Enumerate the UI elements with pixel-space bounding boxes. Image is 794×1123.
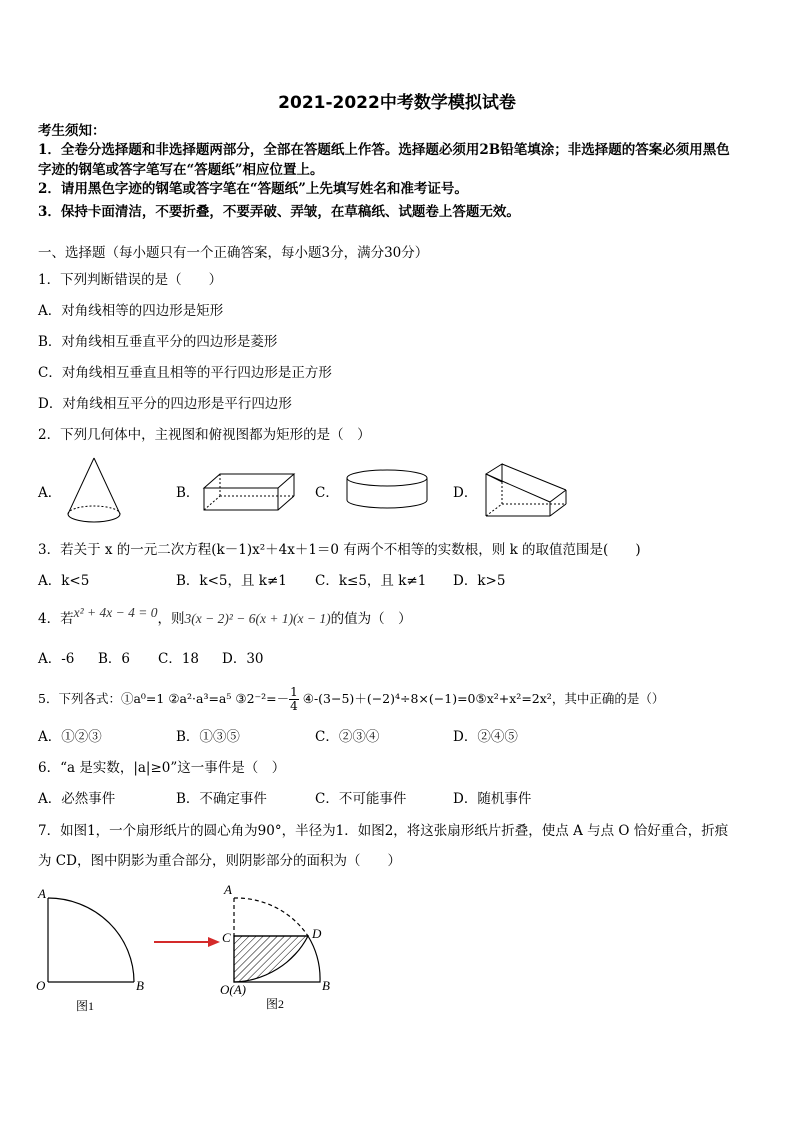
- question-5-option-b: B．①③⑤: [176, 729, 240, 745]
- question-5-prefix: 5．下列各式：: [38, 691, 121, 706]
- question-5-item-3: ③2⁻²=－: [235, 691, 290, 706]
- question-7-line-2: 为 CD，图中阴影为重合部分，则阴影部分的面积为（ ）: [38, 853, 401, 869]
- question-4-condition: x² + 4x − 4 = 0: [73, 605, 158, 620]
- question-2-label-d: D．: [453, 485, 478, 501]
- question-6-option-a: A．必然事件: [38, 791, 116, 807]
- question-5-item-2: ②a²·a³=a⁵: [168, 691, 232, 706]
- question-5-item-4: ④-(3−5)＋(−2)⁴÷8×(−1)=0: [302, 691, 476, 706]
- triangular-prism-icon: [482, 460, 570, 520]
- fig1-arc: [48, 898, 134, 982]
- fig2-dashed-arc: [234, 898, 308, 936]
- figure-2: [220, 880, 340, 1016]
- fig2-shaded-region: [234, 936, 308, 982]
- question-3-option-a: A．k<5: [38, 573, 90, 589]
- fig2-label-o: O(A): [220, 982, 246, 997]
- question-2-label-b: B．: [176, 485, 200, 501]
- question-4-suffix: 的值为（ ）: [330, 611, 412, 627]
- figure-1: [34, 884, 152, 1016]
- question-3-option-c: C．k≤5，且 k≠1: [315, 573, 427, 589]
- question-5-item-1: ①a⁰=1: [120, 691, 165, 706]
- question-2-label-a: A．: [38, 485, 62, 501]
- question-7-line-1: 7．如图1，一个扇形纸片的圆心角为90°，半径为1．如图2，将这张扇形纸片折叠，使点 A 与点 O 恰好重合，折痕: [38, 823, 729, 839]
- notice-item: 2．请用黑色字迹的钢笔或答字笔在“答题纸”上先填写姓名和准考证号。: [38, 181, 468, 197]
- question-4-option-d: D．30: [222, 651, 264, 667]
- fig1-caption: 图1: [76, 999, 95, 1013]
- question-1-option-a: A．对角线相等的四边形是矩形: [38, 303, 224, 319]
- question-1-stem: 1．下列判断错误的是（ ）: [38, 272, 223, 288]
- fig1-label-o: O: [36, 978, 46, 993]
- notice-item: 1．全卷分选择题和非选择题两部分，全部在答题纸上作答。选择题必须用2B铅笔填涂；非选择题的答案必须用黑色: [38, 142, 730, 158]
- question-2-label-c: C．: [315, 485, 339, 501]
- question-3-option-d: D．k>5: [453, 573, 506, 589]
- section-heading: 一、选择题（每小题只有一个正确答案，每小题3分，满分30分）: [38, 245, 429, 261]
- cylinder-icon: [343, 466, 433, 514]
- question-6-stem: 6．“a 是实数，|a|≥0”这一事件是（ ）: [38, 760, 286, 776]
- fig2-label-c: C: [222, 930, 231, 945]
- question-3-option-b: B．k<5，且 k≠1: [176, 573, 287, 589]
- arrow-icon: [152, 934, 224, 950]
- question-4-stem: [38, 605, 412, 628]
- notice-heading: 考生须知：: [38, 123, 106, 139]
- question-6-option-d: D．随机事件: [453, 791, 532, 807]
- question-5-fraction: $\frac{1}{4}$: [290, 685, 298, 713]
- fig2-label-a: A: [224, 882, 232, 897]
- fig2-caption: 图2: [266, 997, 285, 1011]
- question-4-option-c: C．18: [158, 651, 200, 667]
- notice-item: 3．保持卡面清洁，不要折叠，不要弄破、弄皱，在草稿纸、试题卷上答题无效。: [38, 204, 520, 220]
- fig2-label-d: D: [312, 926, 322, 941]
- question-4-mid: ，则: [157, 611, 185, 627]
- question-2-stem: 2．下列几何体中，主视图和俯视图都为矩形的是（ ）: [38, 427, 371, 443]
- question-4-prefix: 4．若: [38, 611, 74, 627]
- question-4-option-a: A．-6: [38, 651, 75, 667]
- cuboid-icon: [198, 470, 300, 514]
- question-5-suffix: ，其中正确的是（）: [551, 691, 665, 706]
- question-6-option-b: B．不确定事件: [176, 791, 267, 807]
- notice-item: 字迹的钢笔或答字笔写在“答题纸”相应位置上。: [38, 162, 324, 178]
- question-5-stem: [38, 684, 664, 714]
- fig1-label-b: B: [136, 978, 144, 993]
- question-3-stem: 3．若关于 x 的一元二次方程(k－1)x²＋4x＋1＝0 有两个不相等的实数根，则 k 的取值范围是( ): [38, 542, 641, 558]
- question-1-option-b: B．对角线相互垂直平分的四边形是菱形: [38, 334, 278, 350]
- question-1-option-d: D．对角线相互平分的四边形是平行四边形: [38, 396, 292, 412]
- question-5-option-a: A．①②③: [38, 729, 102, 745]
- fig2-label-b: B: [322, 978, 330, 993]
- question-5-item-5: ⑤x²+x²=2x²: [475, 691, 552, 706]
- question-6-option-c: C．不可能事件: [315, 791, 407, 807]
- question-4-option-b: B．6: [98, 651, 131, 667]
- question-1-option-c: C．对角线相互垂直且相等的平行四边形是正方形: [38, 365, 332, 381]
- question-5-option-c: C．②③④: [315, 729, 380, 745]
- fig1-label-a: A: [38, 886, 46, 901]
- cone-icon: [60, 454, 130, 526]
- page-title: 2021-2022中考数学模拟试卷: [278, 93, 516, 113]
- question-5-option-d: D．②④⑤: [453, 729, 518, 745]
- question-4-expression: 3(x − 2)² − 6(x + 1)(x − 1): [184, 611, 331, 626]
